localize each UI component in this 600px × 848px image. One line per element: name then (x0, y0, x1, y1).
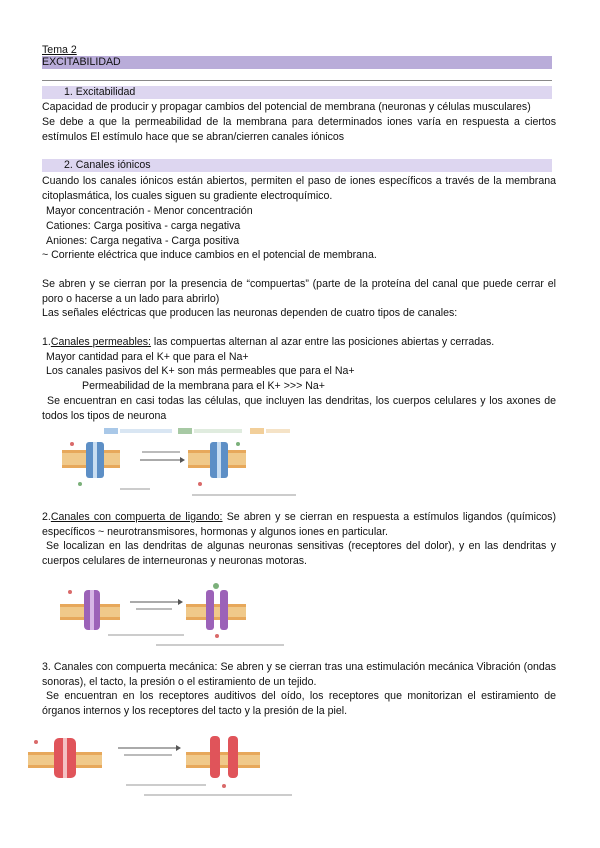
topic-label: Tema 2 (42, 44, 77, 56)
paragraph: Se localizan en las dendritas de algunas neuronas sensitivas (receptores del dolor), y en las dendritas y cuerpos celulares de interneuronas y neuronas motoras. (42, 540, 556, 567)
paragraph-canales-mecanicos: 3. Canales con compuerta mecánica: Se abren y se cierran tras una estimulación mecánica Vibración (ondas sonoras), el tacto, la presión o el estiramiento de un tejido. (42, 661, 556, 688)
figure-mechanically-gated-channel (26, 726, 296, 802)
term: Canales permeables: (50, 336, 151, 348)
paragraph: Se encuentran en los receptores auditivos del oído, los receptores que monitorizan el estiramiento de órganos internos y los receptores del tacto y la presión de la piel. (42, 690, 556, 717)
section-heading-canales-ionicos: 2. Canales iónicos (42, 159, 552, 172)
paragraph: Cuando los canales iónicos están abiertos, permiten el paso de iones específicos a través de la membrana citoplasmática, los cuales siguen su gradiente electroquímico. (42, 175, 556, 202)
paragraph-canales-ligando: 2.Canales con compuerta de ligando: Se abren y se cierran en respuesta a estímulos ligandos (químicos) específicos ~ neurotransmisores, hormonas y algunos iones en particular. (42, 511, 556, 538)
figure-leakage-channel (60, 426, 300, 500)
legend-swatch (104, 428, 118, 434)
list-item: Aniones: Carga negativa - Carga positiva (46, 235, 240, 247)
paragraph: Se abren y se cierran por la presencia de “compuertas” (parte de la proteína del canal que puede cerrar el poro o hacerse a un lado para abrirlo) (42, 278, 556, 305)
list-item: Los canales pasivos del K+ son más permeables que para el Na+ (46, 365, 355, 377)
list-item: Mayor concentración - Menor concentración (46, 205, 253, 217)
paragraph: Se debe a que la permeabilidad de la membrana para determinados iones varía en respuesta a ciertos estímulos El estímulo hace que se abran/cierren canales iónicos (42, 116, 556, 143)
section-heading-excitabilidad: 1. Excitabilidad (42, 86, 552, 99)
paragraph: Se encuentran en casi todas las células, que incluyen las dendritas, los cuerpos celulares y los axones de todos los tipos de neurona (42, 395, 556, 422)
list-item: Cationes: Carga positiva - carga negativa (46, 220, 241, 232)
paragraph: Las señales eléctricas que producen las neuronas dependen de cuatro tipos de canales: (42, 307, 458, 319)
figure-ligand-gated-channel (56, 578, 296, 654)
list-item: Permeabilidad de la membrana para el K+ >>> Na+ (82, 380, 325, 392)
paragraph-canales-permeables: 1.Canales permeables: las compuertas alternan al azar entre las posiciones abiertas y cerradas. (42, 336, 495, 348)
document-title: EXCITABILIDAD (42, 56, 552, 69)
divider (42, 80, 552, 81)
term: Canales con compuerta de ligando: (50, 511, 223, 523)
paragraph: Capacidad de producir y propagar cambios del potencial de membrana (neuronas y células musculares) (42, 101, 531, 113)
list-item: ~ Corriente eléctrica que induce cambios en el potencial de membrana. (42, 249, 377, 261)
list-item: Mayor cantidad para el K+ que para el Na+ (46, 351, 249, 363)
